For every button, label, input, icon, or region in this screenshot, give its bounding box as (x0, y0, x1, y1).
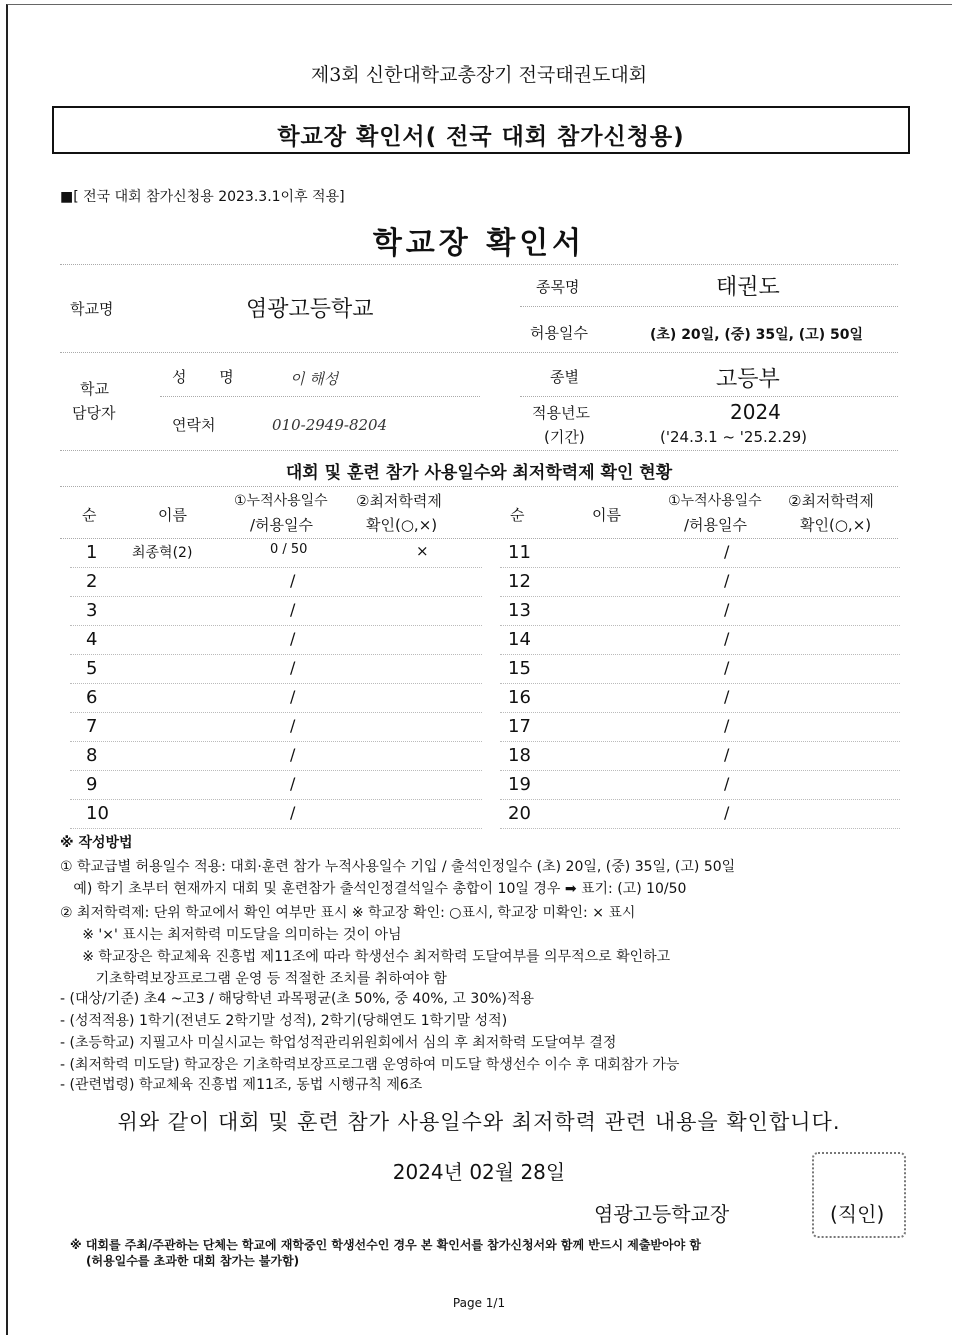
header-days: ①누적사용일수 (668, 493, 762, 509)
row-divider (500, 770, 900, 771)
row-number: 6 (86, 687, 98, 708)
header-days-sub: /허용일수 (684, 516, 748, 534)
row-divider (500, 625, 900, 626)
row-number: 16 (508, 687, 531, 708)
header-check: ②최저학력제 (788, 492, 874, 510)
sport-value: 태권도 (716, 275, 780, 300)
instruction-line: ※ 학교장은 학교체육 진흥법 제11조에 따라 학생선수 최저학력 도달여부를 의무적으로 확인하고 (60, 949, 671, 965)
row-divider (500, 828, 900, 829)
header-check: ②최저학력제 (356, 492, 442, 510)
year-label: 적용년도 (532, 404, 590, 422)
days-used: / (724, 600, 730, 619)
row-divider (70, 741, 482, 742)
row-divider (70, 828, 482, 829)
date: 2024년 02월 28일 (392, 1160, 566, 1184)
instruction-line: ※ 작성방법 (60, 835, 133, 851)
row-number: 19 (508, 774, 531, 795)
header-days: ①누적사용일수 (234, 493, 328, 509)
allowed-days-label: 허용일수 (530, 324, 588, 342)
divider (520, 396, 898, 397)
divider (60, 486, 898, 487)
days-used: / (290, 600, 296, 619)
row-number: 11 (508, 542, 531, 563)
divider (60, 352, 898, 353)
footer-note-2: (허용일수를 초과한 대회 참가는 불가함) (86, 1254, 300, 1268)
row-divider (70, 654, 482, 655)
row-number: 4 (86, 629, 98, 650)
days-used: / (724, 658, 730, 677)
header-name: 이름 (592, 506, 621, 524)
row-number: 17 (508, 716, 531, 737)
row-divider (500, 596, 900, 597)
instruction-line: 기초학력보장프로그램 운영 등 적절한 조치를 취하여야 함 (60, 971, 447, 987)
days-used: / (290, 745, 296, 764)
divider (60, 450, 898, 451)
instruction-line: - (초등학교) 지필고사 미실시교는 학업성적관리위원회에서 심의 후 최저학력 도달여부 결정 (60, 1035, 617, 1051)
days-used: / (290, 658, 296, 677)
row-divider (70, 567, 482, 568)
confirmation-statement: 위와 같이 대회 및 훈련 참가 사용일수와 최저학력 관련 내용을 확인합니다. (117, 1110, 841, 1134)
row-number: 2 (86, 571, 98, 592)
header-name: 이름 (158, 506, 187, 524)
days-used: / (724, 687, 730, 706)
instruction-line: - (최저학력 미도달) 학교장은 기초학력보장프로그램 운영하여 미도달 학생선수 이수 후 대회참가 가능 (60, 1057, 680, 1073)
instruction-line: ② 최저학력제: 단위 학교에서 확인 여부만 표시 ※ 학교장 확인: ○표시, 학교장 미확인: × 표시 (60, 905, 636, 921)
instruction-line: ① 학교급별 허용일수 적용: 대회·훈련 참가 누적사용일수 기입 / 출석인정일수 (초) 20일, (중) 35일, (고) 50일 (60, 859, 736, 875)
days-used: / (724, 629, 730, 648)
instruction-line: 예) 학기 초부터 현재까지 대회 및 훈련참가 출석인정결석일수 총합이 10일 경우 ➡ 표기: (고) 10/50 (60, 881, 687, 897)
principal-name: 염광고등학교장 (594, 1202, 730, 1226)
row-number: 15 (508, 658, 531, 679)
participant-name: 최종혁(2) (132, 545, 193, 561)
header-days-sub: /허용일수 (250, 516, 314, 534)
event-title: 제3회 신한대학교총장기 전국태권도대회 (310, 64, 648, 86)
row-number: 3 (86, 600, 98, 621)
document-title: 학교장 확인서( 전국 대회 참가신청용) (277, 124, 685, 150)
row-divider (70, 683, 482, 684)
row-divider (70, 799, 482, 800)
row-number: 13 (508, 600, 531, 621)
row-number: 5 (86, 658, 98, 679)
days-used: / (290, 716, 296, 735)
divider (160, 396, 480, 397)
footer-note: ※ 대회를 주최/주관하는 단체는 학교에 재학중인 학생선수인 경우 본 확인서를 참가신청서와 함께 반드시 제출받아야 함 (70, 1238, 701, 1252)
page-number: Page 1/1 (452, 1296, 506, 1310)
header-check-sub: 확인(○,×) (366, 516, 438, 534)
divider (60, 538, 898, 539)
instruction-line: - (관련법령) 학교체육 진흥법 제11조, 동법 시행규칙 제6조 (60, 1077, 423, 1093)
division-value: 고등부 (716, 367, 780, 392)
row-divider (70, 596, 482, 597)
divider (60, 264, 898, 265)
name-label: 성 명 (172, 368, 248, 386)
instruction-line: - (성적적용) 1학기(전년도 2학기말 성적), 2학기(당해연도 1학기말 성적) (60, 1013, 508, 1029)
sport-label: 종목명 (536, 278, 580, 296)
document-title-box (52, 106, 910, 154)
days-used: / (290, 687, 296, 706)
days-used: / (724, 803, 730, 822)
period-value: ('24.3.1 ~ '25.2.29) (660, 428, 808, 446)
row-divider (70, 712, 482, 713)
row-divider (500, 567, 900, 568)
row-divider (70, 770, 482, 771)
school-label: 학교명 (70, 300, 114, 318)
days-used: / (290, 629, 296, 648)
row-divider (500, 654, 900, 655)
manager-label: 학교 (80, 380, 109, 398)
header-no: 순 (510, 506, 525, 524)
application-note: ■[ 전국 대회 참가신청용 2023.3.1이후 적용] (60, 189, 345, 205)
row-number: 7 (86, 716, 98, 737)
contact-value: 010-2949-8204 (272, 416, 388, 434)
days-used: 0 / 50 (270, 542, 308, 557)
row-number: 14 (508, 629, 531, 650)
row-number: 18 (508, 745, 531, 766)
seal-label: (직인) (830, 1202, 885, 1226)
table-section-title: 대회 및 훈련 참가 사용일수와 최저학력제 확인 현황 (285, 463, 673, 483)
days-used: / (290, 571, 296, 590)
row-number: 12 (508, 571, 531, 592)
header-check-sub: 확인(○,×) (800, 516, 872, 534)
manager-label-2: 담당자 (72, 404, 116, 422)
days-used: / (290, 803, 296, 822)
header-no: 순 (82, 506, 97, 524)
year-period-label: (기간) (544, 428, 585, 446)
academic-check: × (416, 542, 429, 560)
instruction-line: ※ '×' 표시는 최저학력 미도달을 의미하는 것이 아님 (60, 927, 402, 943)
days-used: / (724, 571, 730, 590)
row-divider (500, 741, 900, 742)
row-number: 10 (86, 803, 109, 824)
row-number: 20 (508, 803, 531, 824)
days-used: / (724, 716, 730, 735)
days-used: / (724, 542, 730, 561)
row-divider (500, 799, 900, 800)
school-value: 염광고등학교 (246, 297, 374, 322)
row-divider (70, 625, 482, 626)
days-used: / (724, 774, 730, 793)
division-label: 종별 (550, 368, 579, 386)
row-divider (500, 712, 900, 713)
divider (520, 306, 898, 307)
year-value: 2024 (730, 400, 781, 424)
main-title: 학교장 확인서 (372, 226, 586, 261)
row-number: 1 (86, 542, 98, 563)
days-used: / (724, 745, 730, 764)
row-divider (500, 683, 900, 684)
name-value: 이 해성 (290, 370, 339, 388)
allowed-days-value: (초) 20일, (중) 35일, (고) 50일 (650, 327, 863, 343)
contact-label: 연락처 (172, 416, 216, 434)
instruction-line: - (대상/기준) 초4 ~고3 / 해당학년 과목평균(초 50%, 중 40%, 고 30%)적용 (60, 991, 535, 1007)
row-number: 8 (86, 745, 98, 766)
days-used: / (290, 774, 296, 793)
row-number: 9 (86, 774, 98, 795)
